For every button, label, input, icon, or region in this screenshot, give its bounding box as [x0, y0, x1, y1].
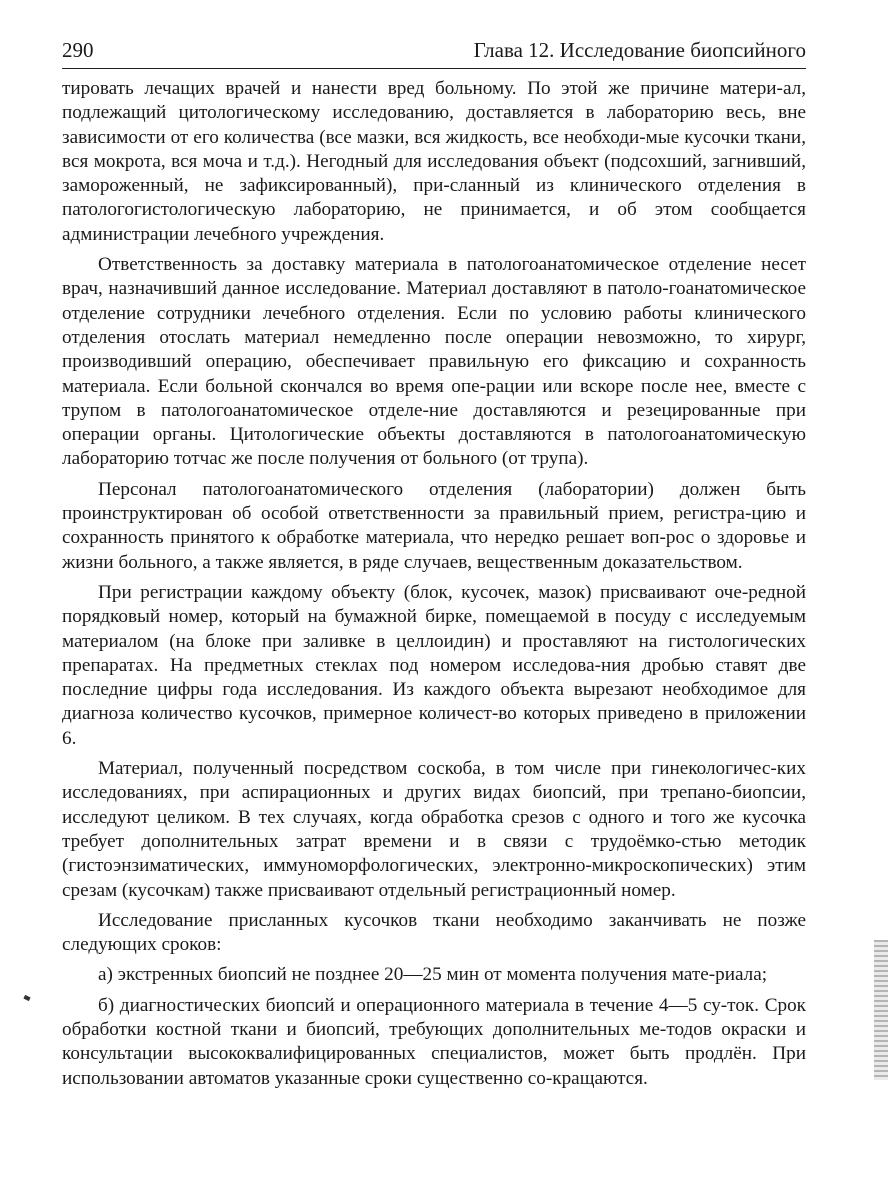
paragraph-2: Ответственность за доставку материала в патологоанатомическое отделение несет врач, назначивший данное исследование. Материал доставляют в патоло-гоанатомическое отделение сотрудники лечебного отделения. Если по условию работы клинического отделения отослать материал немедленно после операции невозможно, то хирург, производивший операцию, обеспечивает правильную его фиксацию и сохранность материала. Если больной скончался во время опе-рации или вскоре после нее, вместе с трупом в патологоанатомическое отделе-ние доставляются и резецированные при операции органы. Цитологические объекты доставляются в патологоанатомическую лабораторию тотчас же после получения от больного (от трупа).	[62, 254, 806, 470]
paragraph-4: При регистрации каждому объекту (блок, кусочек, мазок) присваивают оче-редной порядковый номер, который на бумажной бирке, помещаемой в посуду с исследуемым материалом (на блоке при заливке в целлоидин) и проставляют на гистологических препаратах. На предметных стеклах под номером исследова-ния дробью ставят две последние цифры года исследования. Из каждого объекта вырезают необходимое для диагноза количество кусочков, примерное количест-во которых приведено в приложении 6.	[62, 581, 806, 749]
body-text	[62, 77, 806, 1091]
scan-artifact-mark	[23, 995, 30, 1001]
list-item-b: б) диагностических биопсий и операционного материала в течение 4—5 су-ток. Срок обработки костной ткани и биопсий, требующих дополнительных ме-тодов окраски и консультации высококвалифицированных специалистов, может быть продлён. При использовании автоматов указанные сроки существенно со-кращаются.	[62, 994, 806, 1089]
page-number: 290	[62, 38, 94, 62]
paragraph-5: Материал, полученный посредством соскоба, в том числе при гинекологичес-ких исследованиях, при аспирационных и других видах биопсий, при трепано-биопсии, исследуют целиком. В тех случаях, когда обработка срезов с одного и того же кусочка требует дополнительных затрат времени и в связи с трудоёмко-стью методик (гистоэнзиматических, иммуноморфологических, электронно-микроскопических) этим срезам (кусочкам) также присваивают отдельный регистрационный номер.	[62, 758, 806, 901]
paragraph-6: Исследование присланных кусочков ткани необходимо заканчивать не позже следующих сроков:	[62, 909, 806, 956]
scan-edge-shadow	[874, 940, 888, 1080]
running-header	[62, 38, 806, 69]
list-item-a: а) экстренных биопсий не позднее 20—25 мин от момента получения мате-риала;	[98, 964, 768, 986]
book-page	[62, 38, 806, 1097]
paragraph-3: Персонал патологоанатомического отделения (лаборатории) должен быть проинструктирован об особой ответственности за правильный прием, регистра-цию и сохранность принятого к обработке материала, что нередко решает воп-рос о здоровье и жизни больного, а также является, в ряде случаев, вещественным доказательством.	[62, 478, 806, 573]
chapter-title: Глава 12. Исследование биопсийного	[473, 38, 806, 62]
paragraph-1: тировать лечащих врачей и нанести вред больному. По этой же причине матери-ал, подлежащий цитологическому исследованию, доставляется в лабораторию весь, вне зависимости от его количества (все мазки, вся жидкость, все необходи-мые кусочки ткани, вся мокрота, вся моча и т.д.). Негодный для исследования объект (подсохший, загнивший, замороженный, не зафиксированный), при-сланный из клинического отделения в патологогистологическую лабораторию, не принимается, и об этом сообщается администрации лечебного учреждения.	[62, 78, 806, 245]
